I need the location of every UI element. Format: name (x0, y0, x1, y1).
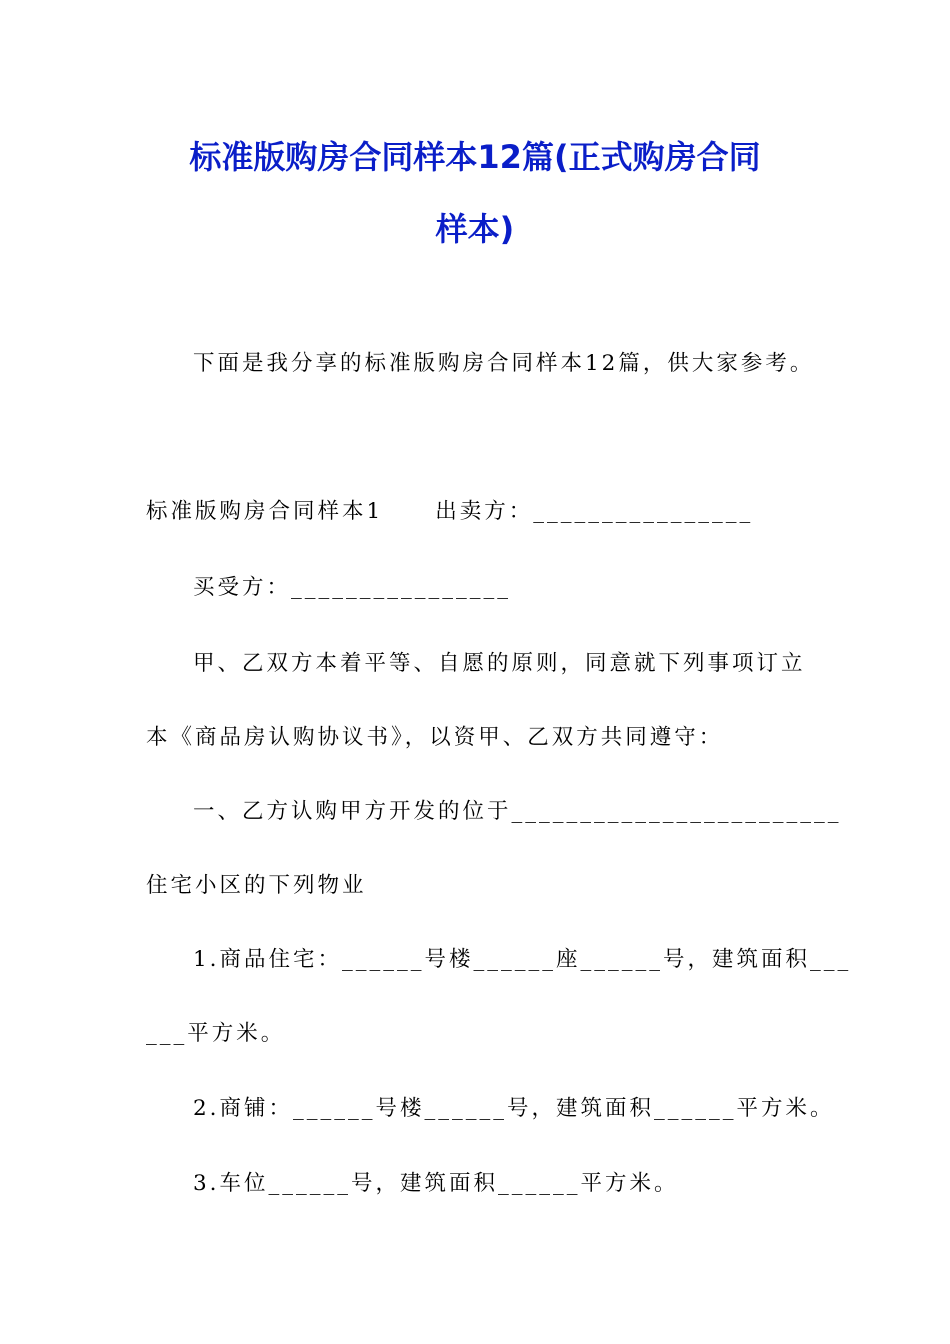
clause-one-line-2: 住宅小区的下列物业 (146, 873, 367, 898)
seller-field: 出卖方：________________ (435, 499, 754, 524)
shop-item: 2.商铺：______号楼______号，建筑面积______平方米。 (193, 1096, 835, 1121)
residence-item-line-1: 1.商品住宅：______号楼______座______号，建筑面积___ (193, 947, 852, 972)
buyer-line: 买受方：________________ (193, 575, 512, 600)
agreement-paragraph-line-2: 本《商品房认购协议书》，以资甲、乙双方共同遵守： (146, 725, 724, 750)
document-title-line-2: 样本) (435, 210, 515, 248)
seller-line (146, 494, 753, 525)
intro-paragraph: 下面是我分享的标准版购房合同样本12篇，供大家参考。 (193, 351, 815, 376)
section-heading: 标准版购房合同样本1 (146, 499, 384, 524)
parking-item: 3.车位______号，建筑面积______平方米。 (193, 1171, 679, 1196)
document-title-line-1: 标准版购房合同样本12篇(正式购房合同 (189, 138, 761, 176)
residence-item-line-2: ___平方米。 (146, 1021, 286, 1046)
clause-one-line-1: 一、乙方认购甲方开发的位于________________________ (193, 799, 842, 824)
agreement-paragraph-line-1: 甲、乙双方本着平等、自愿的原则，同意就下列事项订立 (193, 651, 806, 676)
